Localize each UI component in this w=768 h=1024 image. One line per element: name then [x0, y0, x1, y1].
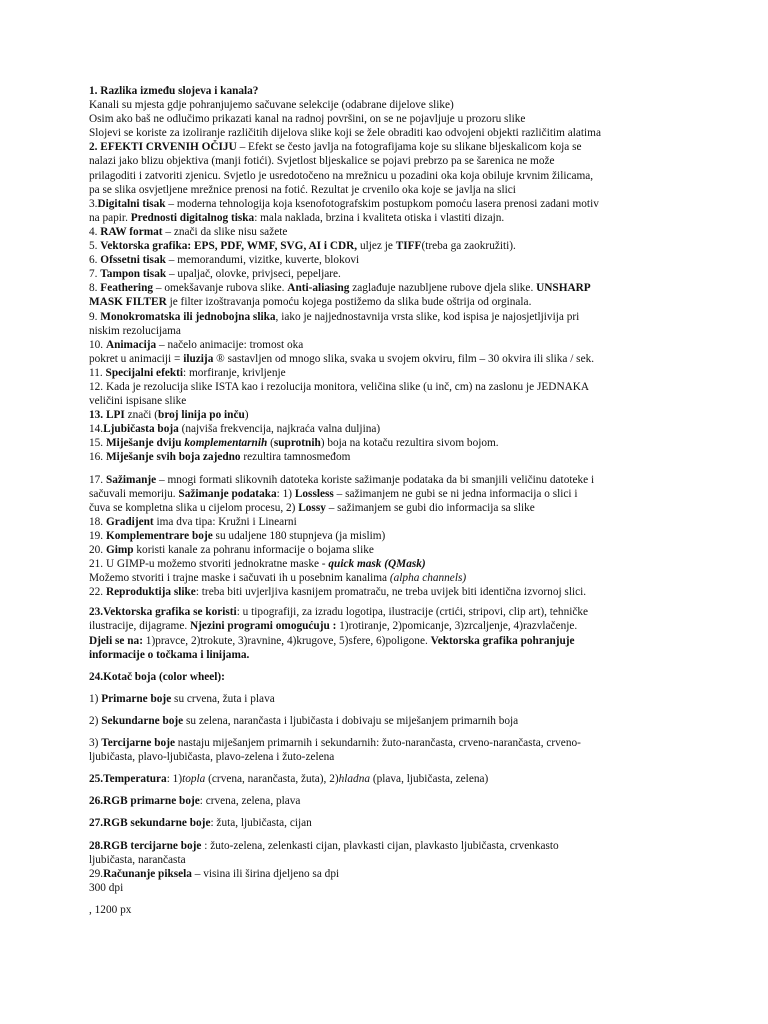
text-run: ) [244, 409, 249, 422]
text-run: 300 dpi [89, 881, 124, 894]
text-run: 15. [89, 437, 106, 450]
paragraph-gap [89, 808, 689, 816]
text-line [89, 794, 689, 808]
text-run: : žuto-zelena, zelenkasti cijan, plavkasti cijan, plavkasto ljubičasta, crvenkasto [201, 839, 559, 852]
text-line [89, 515, 689, 529]
text-run: – znači da slike nisu sažete [162, 225, 288, 238]
text-run: 3. [89, 197, 98, 210]
text-run: : 1) [276, 487, 295, 500]
text-line [89, 853, 689, 867]
text-run: : mala naklada, brzina i kvaliteta otiska i vlastiti dizajn. [254, 211, 505, 224]
text-run: : u tipografiji, za izradu logotipa, ilustracije (crtići, stripovi, clip art), tehničke [236, 606, 589, 619]
text-run: : crvena, zelena, plava [199, 795, 301, 808]
paragraph-gap [89, 764, 689, 772]
text-line [89, 140, 689, 154]
text-run: 20. [89, 544, 106, 556]
text-line [89, 816, 689, 830]
emphasis-run: informacije o točkama i linijama. [89, 648, 250, 661]
text-line [89, 281, 689, 295]
text-run: su zelena, narančasta i ljubičasta i dobivaju se miješanjem primarnih boja [183, 714, 519, 727]
text-run: ( [267, 437, 274, 450]
emphasis-run: 13. LPI [89, 409, 125, 422]
text-run: 1) [89, 692, 102, 705]
text-line [89, 310, 689, 324]
text-run: – Efekt se često javlja na fotografijama koje su slikane bljeskalicom koja se [236, 141, 582, 154]
emphasis-run: Sažimanje [105, 473, 157, 486]
text-line [89, 634, 689, 648]
emphasis-run: 27.RGB sekundarne boje [89, 817, 211, 830]
emphasis-run: Vektorska grafika: EPS, PDF, WMF, SVG, AI i CDR, [100, 240, 358, 253]
emphasis-run: Njezini programi omogućuju : [190, 620, 337, 633]
text-line [89, 450, 689, 464]
emphasis-run: Računanje piksela [103, 867, 192, 880]
paragraph-gap [89, 786, 689, 794]
text-line [89, 692, 689, 706]
emphasis-run: komplementarnih [184, 437, 268, 450]
text-run: 9. [89, 310, 101, 323]
text-line [89, 648, 689, 662]
emphasis-run: 26.RGB primarne boje [89, 795, 200, 808]
emphasis-run: Miješanje svih boja zajedno [105, 451, 241, 464]
paragraph-gap [89, 895, 689, 903]
text-run: uljez je [357, 240, 396, 253]
text-run: 21. U GIMP-u možemo stvoriti jednokratne maske - [89, 558, 329, 571]
text-line [89, 324, 689, 338]
text-line [89, 529, 689, 543]
paragraph-gap [89, 706, 689, 714]
text-line [89, 211, 689, 225]
text-run: 12. Kada je rezolucija slike ISTA kao i rezolucija monitora, veličina slike (u inč, cm) na zaslonu je JEDNAKA [89, 380, 590, 393]
text-line [89, 473, 689, 487]
text-run: (najviša frekvencija, najkraća valna duljina) [178, 423, 381, 436]
emphasis-run: Sekundarne boje [101, 714, 184, 727]
text-run: sačuvali memoriju. [89, 487, 179, 500]
emphasis-run: topla [182, 773, 206, 786]
text-run: 7. [89, 268, 101, 281]
emphasis-run: Djeli se na: [89, 634, 143, 647]
emphasis-run: hladna [338, 773, 371, 786]
emphasis-run: RAW format [100, 225, 163, 238]
text-run: 29. [89, 867, 104, 880]
text-line [89, 84, 689, 98]
text-run: 16. [89, 451, 106, 464]
text-line [89, 543, 689, 557]
text-run: – mnogi formati slikovnih datoteka koriste sažimanje podataka da bi smanjili veličinu datoteke i [156, 473, 595, 486]
text-line [89, 154, 689, 168]
text-line [89, 169, 689, 183]
text-line [89, 501, 689, 515]
text-run: 5. [89, 240, 101, 253]
text-run: 18. [89, 515, 106, 528]
text-line [89, 903, 689, 917]
emphasis-run: iluzija [183, 352, 214, 365]
emphasis-run: Primarne boje [101, 692, 172, 705]
text-line [89, 352, 689, 366]
text-line [89, 750, 689, 764]
emphasis-run: 23.Vektorska grafika se koristi [89, 606, 237, 619]
text-line [89, 98, 689, 112]
text-run: Kanali su mjesta gdje pohranjujemo sačuvane selekcije (odabrane dijelove slike) [89, 99, 454, 112]
emphasis-run: 2. EFEKTI CRVENIH OČIJU [89, 141, 237, 154]
text-line [89, 295, 689, 309]
text-run: 8. [89, 282, 101, 295]
emphasis-run: Miješanje dviju [105, 437, 185, 450]
text-run: rezultira tamnosmeđom [240, 451, 351, 464]
paragraph-gap [89, 684, 689, 692]
text-run: (plava, ljubičasta, zelena) [370, 773, 489, 786]
emphasis-run: 28.RGB tercijarne boje [89, 839, 202, 852]
text-line [89, 839, 689, 853]
text-line [89, 394, 689, 408]
text-line [89, 557, 689, 571]
text-run: (treba ga zaokružiti). [421, 240, 516, 253]
emphasis-run: suprotnih [273, 437, 321, 450]
paragraph-gap [89, 831, 689, 839]
emphasis-run: Specijalni efekti [105, 366, 184, 379]
text-line [89, 225, 689, 239]
emphasis-run: Komplementrare boje [105, 529, 213, 542]
paragraph-gap [89, 662, 689, 670]
text-run: Osim ako baš ne odlučimo prikazati kanal na radnoj površini, on se ne pojavljuje u prozoru slike [89, 113, 526, 126]
text-run: 3) [89, 737, 102, 750]
text-run: : 1) [166, 773, 183, 786]
text-run: 17. [89, 473, 106, 486]
text-line [89, 366, 689, 380]
text-line [89, 670, 689, 684]
emphasis-run: Gradijent [105, 515, 154, 528]
text-run: ilustracije, dijagrame. [89, 620, 191, 633]
emphasis-run: Ljubičasta boja [103, 423, 179, 436]
text-run: : žuta, ljubičasta, cijan [210, 817, 312, 830]
text-run: 22. [89, 586, 106, 599]
emphasis-run: Lossless [294, 487, 334, 500]
text-run: (crvena, narančasta, žuta), 2) [205, 773, 339, 786]
emphasis-run: UNSHARP [536, 282, 591, 295]
text-run: – memorandumi, vizitke, kuverte, blokovi [165, 254, 360, 267]
text-run: nastaju miješanjem primarnih i sekundarnih: žuto-narančasta, crveno-narančasta, crveno- [174, 737, 581, 750]
emphasis-run: Prednosti digitalnog tiska [130, 211, 255, 224]
emphasis-run: Tercijarne boje [101, 737, 175, 750]
text-line [89, 881, 689, 895]
text-line [89, 422, 689, 436]
text-run: na papir. [89, 211, 131, 224]
text-run: ) boja na kotaču rezultira sivom bojom. [320, 437, 499, 450]
emphasis-run: 24.Kotač boja (color wheel): [89, 670, 225, 683]
emphasis-run: TIFF [395, 240, 422, 253]
text-line [89, 736, 689, 750]
text-run: ljubičasta, plavo-ljubičasta, plavo-zelena i žuto-zelena [89, 751, 335, 764]
text-run: koristi kanale za pohranu informacije o bojama slike [133, 544, 374, 556]
text-line [89, 571, 689, 585]
text-run: – visina ili širina djeljeno sa dpi [191, 867, 340, 880]
text-run: 1)pravce, 2)trokute, 3)ravnine, 4)krugove, 5)sfere, 6)poligone. [142, 634, 431, 647]
text-line [89, 239, 689, 253]
emphasis-run: Monokromatska ili jednobojna slika [100, 310, 276, 323]
emphasis-run: Gimp [105, 544, 134, 556]
text-run: – sažimanjem se gubi dio informacija sa slike [325, 501, 535, 514]
text-line [89, 408, 689, 422]
text-run: znači ( [124, 409, 159, 422]
text-run: pa se slika osvjetljene mrežnice prenosi na fotić. Rezultat je crvenilo oka koje se javlja na slici [89, 183, 516, 196]
text-run: zaglađuje nazubljene rubove djela slike. [349, 282, 537, 295]
text-line [89, 867, 689, 881]
text-run: ® sastavljen od mnogo slika, svaka u svojem okviru, film – 30 okvira ili slika / sek. [213, 352, 595, 365]
emphasis-run: 25.Temperatura [89, 773, 167, 786]
emphasis-run: 1. Razlika između slojeva i kanala? [89, 85, 259, 97]
text-run: ljubičasta, narančasta [89, 853, 186, 866]
text-line [89, 585, 689, 599]
emphasis-run: Sažimanje podataka [178, 487, 277, 500]
text-run: : treba biti uvjerljiva kasnijem promatraču, ne treba uvijek biti identična izvornoj slici. [195, 586, 587, 599]
emphasis-run: Anti-aliasing [287, 282, 350, 295]
emphasis-run: Feathering [100, 282, 154, 295]
text-run: , 1200 px [89, 903, 132, 916]
text-run: Slojevi se koriste za izoliranje različitih dijelova slike koji se žele obraditi kao odvojeni objekti različitim alatima [89, 127, 601, 140]
text-run: su crvena, žuta i plava [171, 692, 275, 705]
emphasis-run: MASK FILTER [89, 296, 167, 309]
text-line [89, 487, 689, 501]
text-run: 1)rotiranje, 2)pomicanje, 3)zrcaljenje, 4)razvlačenje. [336, 620, 578, 633]
text-run: : morfiranje, krivljenje [183, 366, 286, 379]
text-run: pokret u animaciji = [89, 352, 184, 365]
emphasis-run: broj linija po inču [158, 409, 245, 422]
emphasis-run: Tampon tisak [100, 268, 167, 281]
text-line [89, 338, 689, 352]
emphasis-run: Vektorska grafika pohranjuje [430, 634, 575, 647]
text-run: su udaljene 180 stupnjeva (ja mislim) [212, 529, 386, 542]
emphasis-run: Digitalni tisak [97, 197, 166, 210]
text-line [89, 126, 689, 140]
text-run: Možemo stvoriti i trajne maske i sačuvati ih u posebnim kanalima [89, 572, 390, 585]
text-run: 6. [89, 254, 101, 267]
text-run: 2) [89, 714, 102, 727]
text-line [89, 197, 689, 211]
text-run: prilagoditi i zatvoriti zjenicu. Svjetlo je usredotočeno na mrežnicu u pozadini oka koja obiluje krvnim žilicama, [89, 169, 594, 182]
text-line [89, 112, 689, 126]
text-run: 19. [89, 529, 106, 542]
document-body [89, 84, 689, 917]
text-run: – sažimanjem ne gubi se ni jedna informacija o slici i [333, 487, 578, 500]
text-run: – načelo animacije: tromost oka [156, 338, 304, 351]
emphasis-run: Ofssetni tisak [100, 254, 166, 267]
text-line [89, 380, 689, 394]
text-line [89, 253, 689, 267]
text-run: – moderna tehnologija koja ksenofotografskim postupkom pomoću lasera prenosi zadani motiv [165, 197, 599, 210]
text-run: veličini ispisane slike [89, 395, 187, 408]
text-run: nalazi jako blizu objektiva (manji fotići). Svjetlost bljeskalice se pojavi prebrzo pa se šarenica ne može [89, 155, 555, 168]
text-run: 10. [89, 338, 106, 351]
text-run: – omekšavanje rubova slike. [153, 282, 288, 295]
text-line [89, 772, 689, 786]
text-run: 14. [89, 423, 104, 436]
text-line [89, 619, 689, 633]
emphasis-run: (alpha channels) [389, 572, 467, 585]
text-line [89, 436, 689, 450]
text-line [89, 183, 689, 197]
emphasis-run: Animacija [105, 338, 157, 351]
text-run: , iako je najjednostavnija vrsta slike, kod ispisa je najosjetljivija pri [275, 310, 580, 323]
text-run: niskim rezolucijama [89, 324, 181, 337]
text-run: ima dva tipa: Kružni i Linearni [153, 515, 297, 528]
text-line [89, 714, 689, 728]
emphasis-run: Reproduktija slike [105, 586, 196, 599]
text-run: je filter izoštravanja pomoću kojega postižemo da slika bude oštrija od orginala. [166, 296, 532, 309]
text-run: 4. [89, 225, 101, 238]
text-line [89, 605, 689, 619]
text-run: 11. [89, 366, 106, 379]
paragraph-gap [89, 728, 689, 736]
emphasis-run: Lossy [298, 501, 326, 514]
text-line [89, 267, 689, 281]
text-run: – upaljač, olovke, privjseci, pepeljare. [166, 268, 341, 281]
emphasis-run: quick mask (QMask) [328, 558, 426, 571]
paragraph-gap [89, 465, 689, 473]
text-run: čuva se kompletna slika u cijelom procesu, 2) [89, 501, 299, 514]
